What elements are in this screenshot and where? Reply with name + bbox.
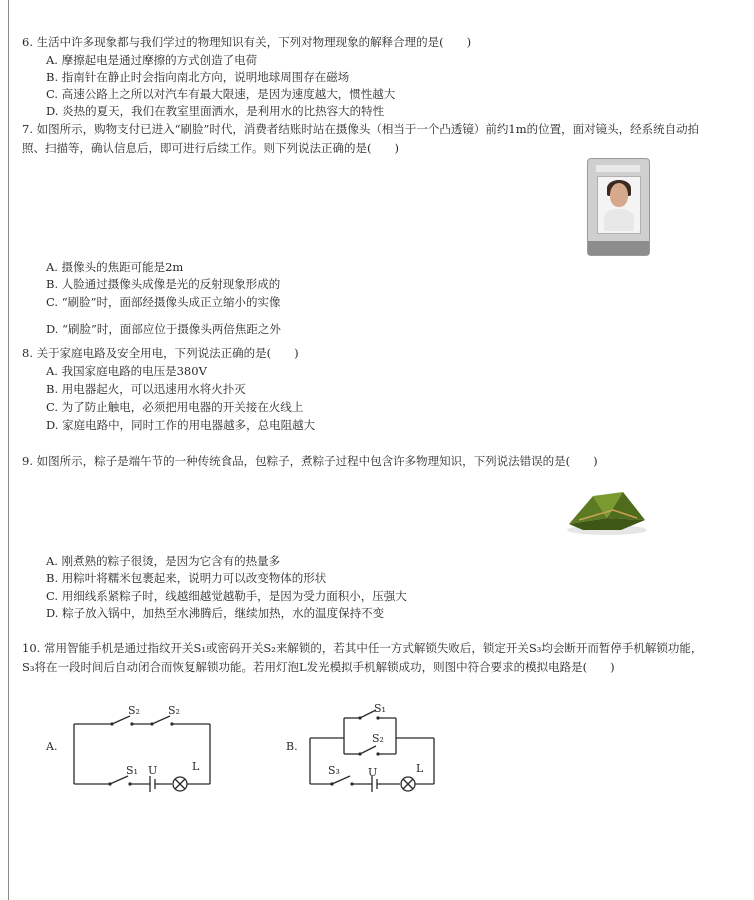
question-8-stem: 8. 关于家庭电路及安全用电，下列说法正确的是( )	[22, 346, 299, 360]
question-6-option-d: D. 炎热的夏天，我们在教室里面洒水，是利用水的比热容大的特性	[46, 104, 385, 118]
question-7-stem: 7. 如图所示，购物支付已进入“刷脸”时代，消费者结账时站在摄像头（相当于一个凸透镜）前约1m的位置，面对镜头，经系统自动拍照、扫描等，确认信息后，即可进行后续工作。则下列说法正确的是( )	[22, 122, 700, 155]
circuit-a-lamp-label: L	[192, 760, 200, 773]
question-6-stem: 6. 生活中许多现象都与我们学过的物理知识有关，下列对物理现象的解释合理的是( )	[22, 35, 472, 49]
question-7-option-a: A. 摄像头的焦距可能是2m	[46, 260, 184, 274]
question-7-option-d: D. “刷脸”时，面部应位于摄像头两倍焦距之外	[46, 322, 281, 336]
question-9-option-d: D. 粽子放入锅中，加热至水沸腾后，继续加热，水的温度保持不变	[46, 606, 385, 620]
circuit-b-switch-s1-label: S₁	[374, 702, 386, 715]
question-6-option-a: A. 摩擦起电是通过摩擦的方式创造了电荷	[46, 53, 258, 67]
question-8-option-d: D. 家庭电路中，同时工作的用电器越多，总电阻越大	[46, 418, 316, 432]
circuit-b-option-label: B.	[286, 740, 298, 753]
question-9-option-c: C. 用细线系紧粽子时，线越细越觉越勒手，是因为受力面积小，压强大	[46, 589, 407, 603]
circuit-b-diagram	[306, 700, 440, 796]
circuit-b-lamp-label: L	[416, 762, 424, 775]
circuit-a-option-label: A.	[46, 740, 58, 753]
question-7-option-b: B. 人脸通过摄像头成像是光的反射现象形成的	[46, 277, 281, 291]
question-8-option-c: C. 为了防止触电，必须把用电器的开关接在火线上	[46, 400, 304, 414]
question-6-option-b: B. 指南针在静止时会指向南北方向，说明地球周围存在磁场	[46, 70, 350, 84]
circuit-b-switch-s3-label: S₃	[328, 764, 340, 777]
circuit-a-battery-label: U	[148, 764, 158, 777]
circuit-a-switch-s2b-label: S₂	[168, 704, 180, 717]
face-scan-device-image	[587, 158, 650, 256]
circuit-a-switch-s1-label: S₁	[126, 764, 138, 777]
question-9-option-a: A. 刚煮熟的粽子很烫，是因为它含有的热量多	[46, 554, 281, 568]
question-10-stem: 10. 常用智能手机是通过指纹开关S₁或密码开关S₂来解锁的，若其中任一方式解锁失败后，锁定开关S₃均会断开而暂停手机解锁功能，S₃将在一段时间后自动闭合而恢复解锁功能。若用灯泡L发光模拟手机解锁成功，则图中符合要求的模拟电路是( )	[22, 641, 703, 674]
page-margin-rule	[8, 0, 9, 900]
question-8-option-a: A. 我国家庭电路的电压是380V	[46, 364, 207, 378]
question-7-option-c: C. “刷脸”时，面部经摄像头成正立缩小的实像	[46, 295, 281, 309]
question-6-option-c: C. 高速公路上之所以对汽车有最大限速，是因为速度越大，惯性越大	[46, 87, 396, 101]
question-8-option-b: B. 用电器起火，可以迅速用水将火扑灭	[46, 382, 246, 396]
circuit-b-switch-s2-label: S₂	[372, 732, 384, 745]
circuit-a-switch-s2-label: S₂	[128, 704, 140, 717]
question-9-stem: 9. 如图所示，粽子是端午节的一种传统食品，包粽子，煮粽子过程中包含许多物理知识，下列说法错误的是( )	[22, 454, 598, 468]
zongzi-image	[563, 488, 649, 536]
circuit-a-diagram	[66, 700, 216, 796]
circuit-b-battery-label: U	[368, 766, 378, 779]
question-9-option-b: B. 用粽叶将糯米包裹起来，说明力可以改变物体的形状	[46, 571, 327, 585]
